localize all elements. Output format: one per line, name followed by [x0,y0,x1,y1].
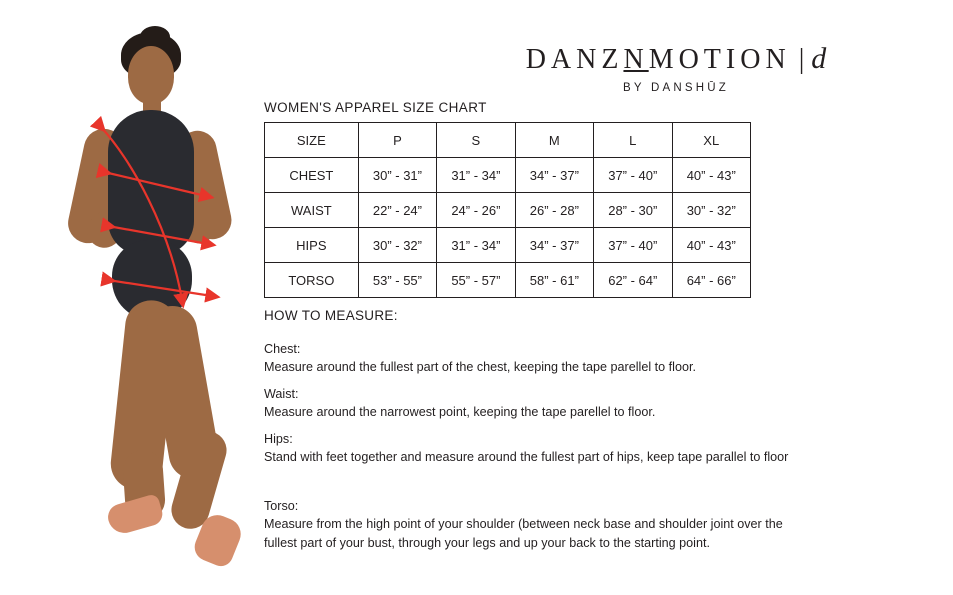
cell-torso-m: 58” - 61” [515,263,593,298]
cell-waist-p: 22” - 24” [358,193,436,228]
brand-name-part1: DANZ [525,44,624,75]
table-header-row [265,123,751,158]
measure-instruction-chest [264,340,794,377]
cell-hips-s: 31” - 34” [437,228,515,263]
how-to-measure-heading: HOW TO MEASURE: [264,308,398,323]
column-header-l: L [594,123,672,158]
dancer-photo [0,0,258,595]
measure-label-hips: Hips: [264,432,293,446]
row-label-hips: HIPS [265,228,359,263]
cell-hips-p: 30” - 32” [358,228,436,263]
measure-instruction-torso [264,497,794,552]
column-header-s: S [437,123,515,158]
cell-hips-m: 34” - 37” [515,228,593,263]
measure-instruction-waist [264,385,794,422]
size-chart-table [264,122,751,298]
row-label-waist: WAIST [265,193,359,228]
measure-label-waist: Waist: [264,387,299,401]
table-row [265,193,751,228]
cell-chest-p: 30” - 31” [358,158,436,193]
brand-wordmark [526,42,827,76]
brand-name-n: N [623,44,649,75]
chart-content [258,0,953,595]
measure-label-chest: Chest: [264,342,301,356]
column-header-p: P [358,123,436,158]
cell-hips-xl: 40” - 43” [672,228,750,263]
brand-name-part2: MOTION [648,44,791,75]
measure-text-chest: Measure around the fullest part of the chest, keeping the tape parellel to floor. [264,360,696,375]
page-title: WOMEN'S APPAREL SIZE CHART [264,100,487,115]
row-label-torso: TORSO [265,263,359,298]
measure-text-hips: Stand with feet together and measure around the fullest part of hips, keep tape parallel to floor [264,450,789,465]
leotard-torso [108,110,194,255]
cell-torso-p: 53” - 55” [358,263,436,298]
brand-monogram: d [811,42,827,75]
cell-waist-m: 26” - 28” [515,193,593,228]
cell-waist-s: 24” - 26” [437,193,515,228]
measure-text-torso: Measure from the high point of your shoulder (between neck base and shoulder joint over the fullest part of your bust, through your legs and up your back to the starting point. [264,517,783,550]
cell-chest-l: 37” - 40” [594,158,672,193]
cell-torso-s: 55” - 57” [437,263,515,298]
measure-instruction-hips [264,430,794,467]
left-ballet-shoe [105,493,165,537]
column-header-m: M [515,123,593,158]
column-header-size: SIZE [265,123,359,158]
measure-text-waist: Measure around the narrowest point, keeping the tape parellel to floor. [264,405,656,420]
table-row [265,263,751,298]
column-header-xl: XL [672,123,750,158]
measure-label-torso: Torso: [264,499,299,513]
cell-torso-xl: 64” - 66” [672,263,750,298]
brand-tagline: BY DANSHŪZ [623,82,729,94]
cell-chest-s: 31” - 34” [437,158,515,193]
table-row [265,158,751,193]
cell-waist-l: 28” - 30” [594,193,672,228]
dancer-illustration [0,0,258,595]
table-row [265,228,751,263]
row-label-chest: CHEST [265,158,359,193]
cell-chest-m: 34” - 37” [515,158,593,193]
cell-torso-l: 62” - 64” [594,263,672,298]
cell-hips-l: 37” - 40” [594,228,672,263]
brand-logo [426,42,926,94]
brand-separator: | [798,44,810,75]
cell-chest-xl: 40” - 43” [672,158,750,193]
cell-waist-xl: 30” - 32” [672,193,750,228]
